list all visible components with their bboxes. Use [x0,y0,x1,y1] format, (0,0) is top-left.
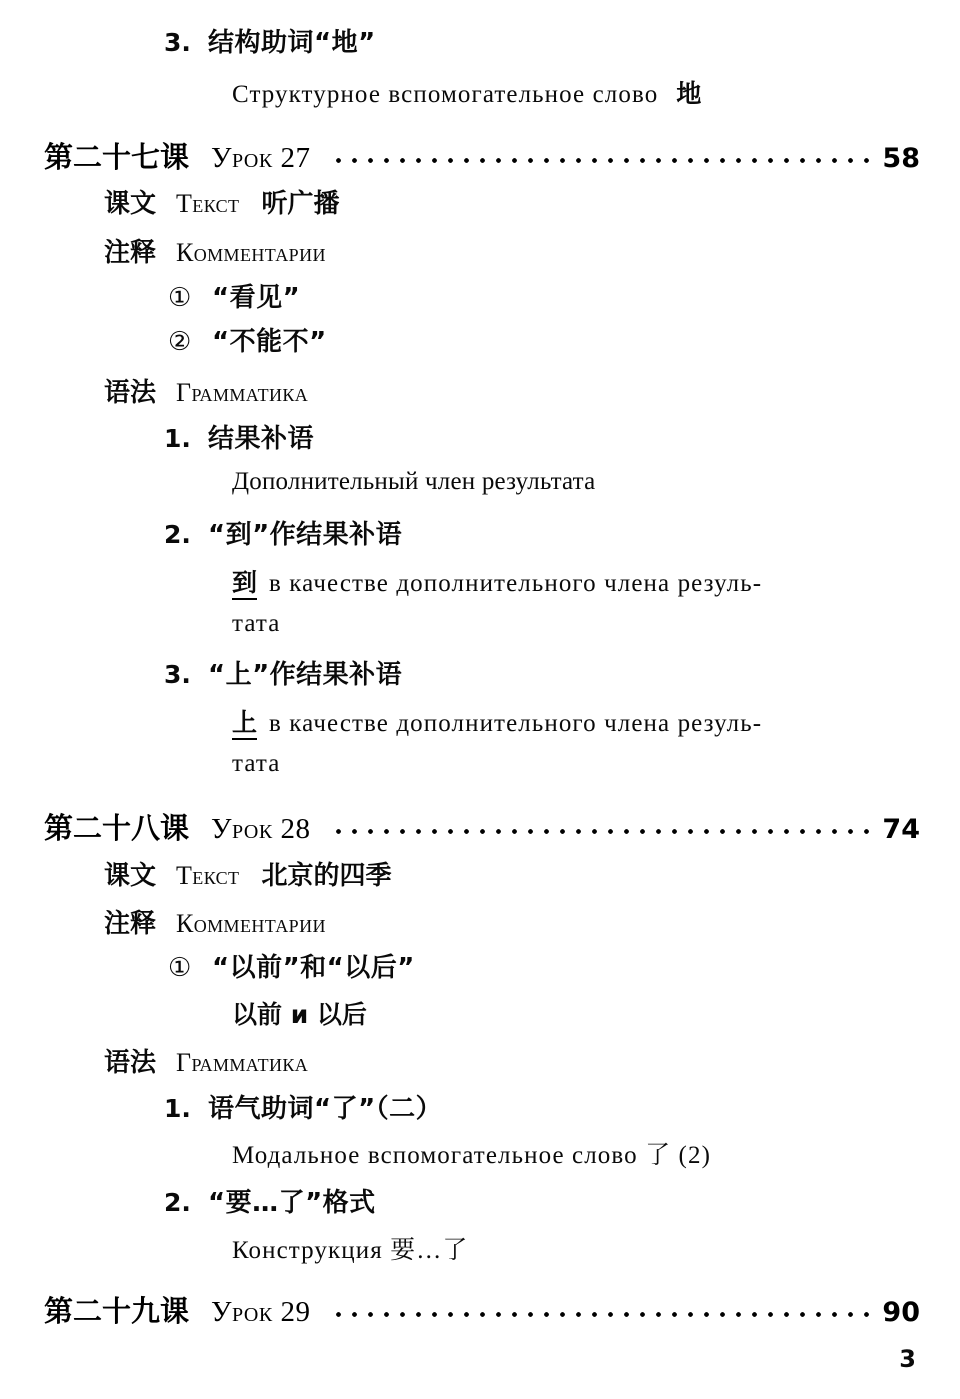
list-item [168,947,415,984]
item-marker: 1. [164,1094,191,1123]
section-label-cn: 注释 [104,238,157,268]
lesson-title-cn: 第二十九课 [44,1294,190,1328]
section-grammar-28 [104,1042,308,1079]
section-grammar-27 [104,372,308,409]
item-marker: ② [168,327,192,357]
section-label-cn: 注释 [104,909,157,939]
translation-text: в качестве дополнительного члена резуль- [269,710,763,737]
item-title-cn: 语气助词“了”（二） [208,1094,443,1124]
translation-line [232,703,762,739]
list-item [168,277,300,314]
translation-text: Структурное вспомогательное слово [232,81,659,108]
item-marker: 2. [164,1188,191,1217]
list-item [164,418,314,455]
list-item [164,654,402,691]
list-item [168,321,327,358]
list-item [164,1088,442,1125]
item-marker: 3. [164,28,191,57]
section-label-ru: Текст [176,189,240,218]
translation-line: тата [232,750,281,777]
dot-leader [336,822,874,838]
item-title-cn: “上”作结果补语 [208,660,403,690]
item-marker: ① [168,283,192,313]
lesson-page-number: 74 [882,814,920,845]
item-marker: ① [168,953,192,983]
lesson-title-cn: 第二十七课 [44,140,190,174]
lesson-title-cn: 第二十八课 [44,811,190,845]
lesson-title-ru: Урок 27 [211,142,311,174]
translation-cn-text: 以前 и 以后 [232,1000,367,1029]
item-title-cn: “到”作结果补语 [208,520,403,550]
section-label-ru: Комментарии [176,238,326,267]
item-title-cn: 结果补语 [208,424,315,454]
section-label-cn: 课文 [104,861,157,891]
translation-line [232,995,367,1031]
section-text-28 [104,855,391,892]
item-marker: 1. [164,424,191,453]
section-label-cn: 语法 [104,378,157,408]
lesson-page-number: 90 [882,1297,920,1328]
translation-text: в качестве дополнительного члена резуль- [269,570,763,597]
section-label-ru: Комментарии [176,909,326,938]
lesson-page-number: 58 [882,143,920,174]
item-marker: 3. [164,660,191,689]
item-title-cn: 结构助词“地” [208,28,376,58]
item-marker: 2. [164,520,191,549]
lesson-heading-28[interactable] [44,806,920,847]
translation-line: Конструкция 要…了 [232,1237,469,1264]
dot-leader [336,151,874,167]
list-item [164,1182,376,1219]
section-label-ru: Грамматика [176,378,309,407]
translation-line [232,563,762,599]
translation-line: тата [232,610,281,637]
lesson-title-ru: Урок 28 [211,813,311,845]
translation-cn-term: 上 [232,708,257,740]
translation-cn-term: 地 [676,79,702,108]
section-label-cn: 语法 [104,1048,157,1078]
section-topic-cn: 听广播 [261,189,340,219]
section-label-cn: 课文 [104,189,157,219]
lesson-heading-29[interactable] [44,1289,920,1330]
translation-line: Модальное вспомогательное слово 了 (2) [232,1142,711,1169]
page-folio: 3 [899,1345,916,1373]
dot-leader [336,1305,874,1321]
list-item [164,514,402,551]
section-topic-cn: 北京的四季 [261,861,392,891]
section-notes-27 [104,232,326,269]
lesson-heading-27[interactable] [44,135,920,176]
section-label-ru: Текст [176,861,240,890]
lesson-title-ru: Урок 29 [211,1296,311,1328]
translation-line [232,74,701,110]
list-item [164,22,376,59]
item-title-cn: “要…了”格式 [208,1188,376,1218]
section-text-27 [104,183,339,220]
item-title-cn: “以前”和“以后” [212,953,415,983]
translation-cn-term: 到 [232,568,257,600]
translation-line: Дополнительный член результата [232,468,596,495]
section-notes-28 [104,903,326,940]
section-label-ru: Грамматика [176,1048,309,1077]
item-title-cn: “看见” [212,283,301,313]
item-title-cn: “不能不” [212,327,327,357]
